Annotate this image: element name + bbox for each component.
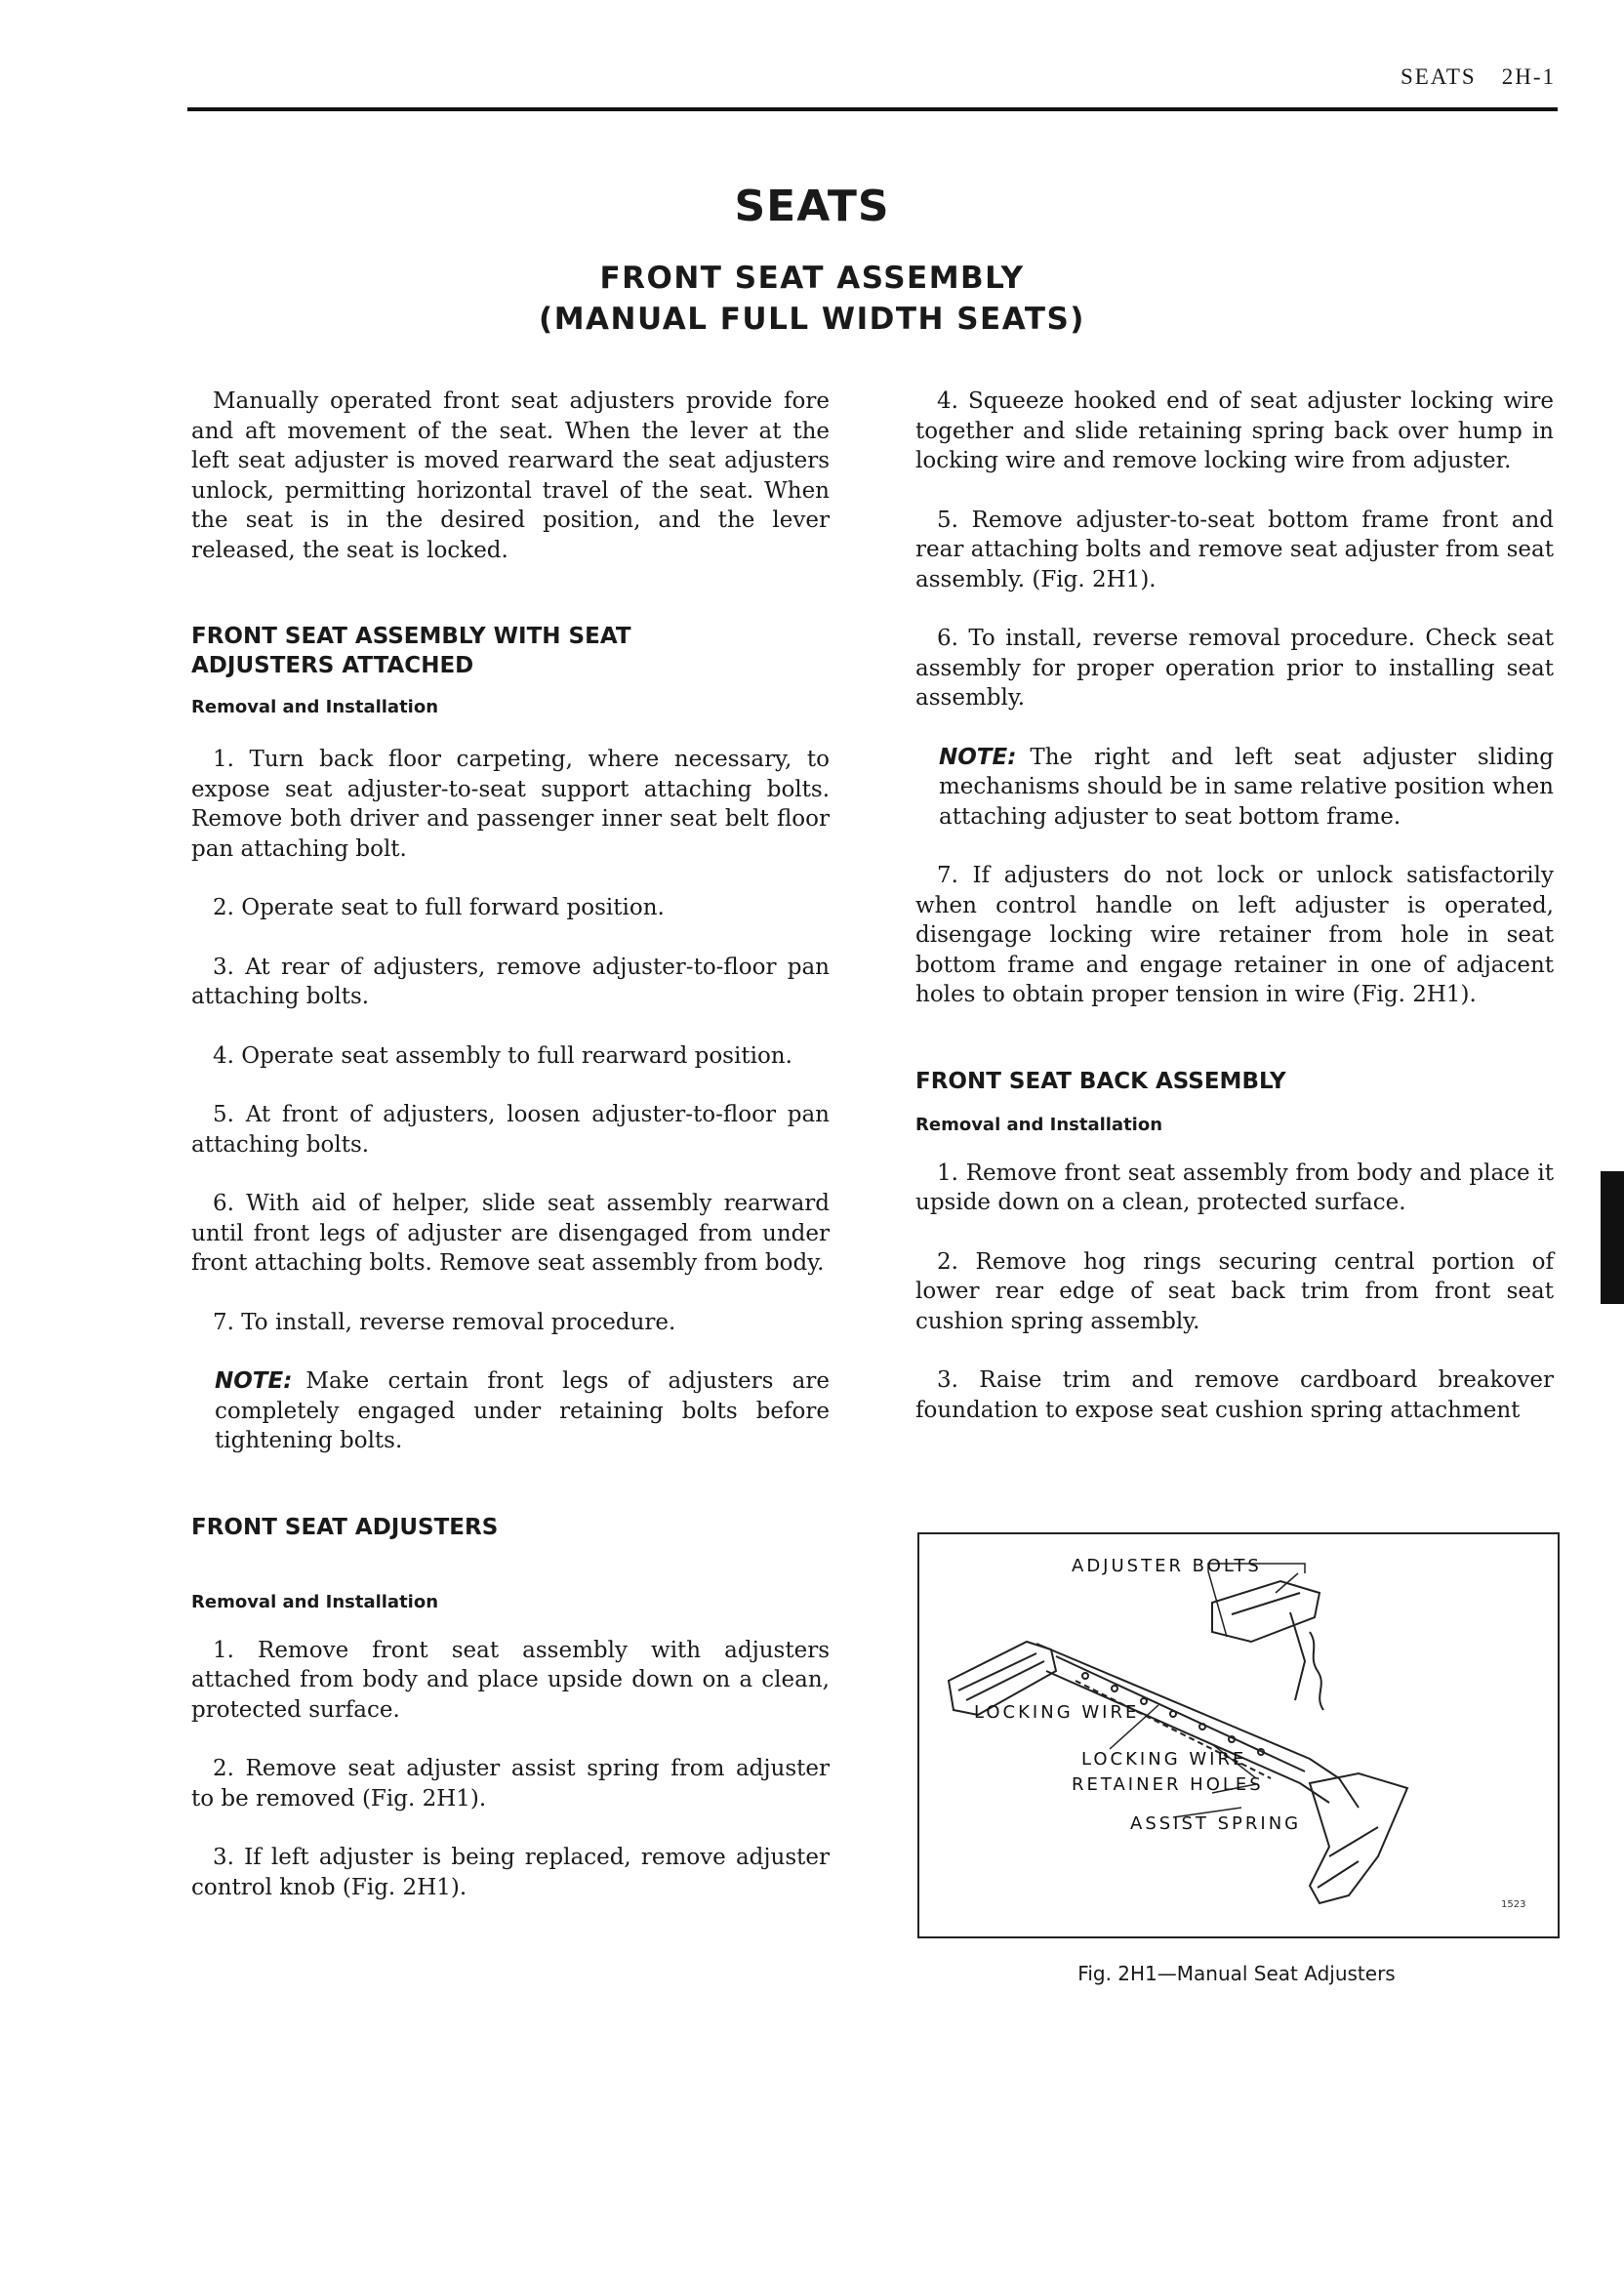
page-number: 2H-1	[1501, 64, 1556, 89]
label-retainer-holes-line-1: LOCKING WIRE	[1081, 1749, 1247, 1770]
step-6: 6. With aid of helper, slide seat assembly rearward until front legs of adjuster are disengaged from under front attaching bolts. Remove seat assembly from body.	[191, 1191, 830, 1276]
step-5: 5. Remove adjuster-to-seat bottom frame front and rear attaching bolts and remove seat adjuster from seat assembly. (Fig. 2H1).	[915, 507, 1554, 592]
step-1: 1. Remove front seat assembly with adjusters attached from body and place upside down on a clean, protected surface.	[191, 1637, 830, 1723]
figure-code: 1523	[1501, 1899, 1526, 1910]
section-heading-seat-back: FRONT SEAT BACK ASSEMBLY	[915, 1068, 1286, 1094]
running-head-section: SEATS	[1400, 64, 1477, 89]
subheading-removal-installation: Removal and Installation	[191, 697, 439, 717]
subheading-removal-installation: Removal and Installation	[191, 1591, 439, 1612]
page-subtitle	[0, 258, 1624, 340]
label-adjuster-bolts: ADJUSTER BOLTS	[1072, 1556, 1262, 1576]
step-2: 2. Operate seat to full forward position.	[213, 895, 665, 920]
label-assist-spring: ASSIST SPRING	[1130, 1813, 1302, 1834]
note-label: NOTE:	[939, 744, 1017, 770]
section-heading-seat-assembly: FRONT SEAT ASSEMBLY WITH SEAT ADJUSTERS ATTACHED	[191, 624, 631, 678]
step-3: 3. At rear of adjusters, remove adjuster-to-floor pan attaching bolts.	[191, 954, 830, 1009]
running-head	[1401, 64, 1556, 90]
step-4: 4. Squeeze hooked end of seat adjuster locking wire together and slide retaining spring back over hump in locking wire and remove locking wire from adjuster.	[915, 388, 1554, 473]
step-1: 1. Turn back floor carpeting, where necessary, to expose seat adjuster-to-seat support attaching bolts. Remove both driver and passenger inner seat belt floor pan attaching bolt.	[191, 747, 830, 862]
header-rule	[187, 107, 1558, 111]
subheading-removal-installation: Removal and Installation	[915, 1114, 1163, 1135]
step-6: 6. To install, reverse removal procedure. Check seat assembly for proper operation prior to installing seat assembly.	[915, 626, 1554, 711]
intro-paragraph: Manually operated front seat adjusters provide fore and aft movement of the seat. When the lever at the left seat adjuster is moved rearward the seat adjusters unlock, permitting horizontal travel of the seat. When the seat is in the desired position, and the lever released, the seat is locked.	[191, 388, 830, 563]
step-4: 4. Operate seat assembly to full rearward position.	[213, 1042, 792, 1069]
step-3: 3. Raise trim and remove cardboard breakover foundation to expose seat cushion spring attachment	[915, 1367, 1554, 1423]
note-text: Make certain front legs of adjusters are completely engaged under retaining bolts before tightening bolts.	[215, 1368, 830, 1453]
seat-adjuster-illustration	[919, 1534, 1558, 1936]
subtitle-line-1: FRONT SEAT ASSEMBLY	[599, 261, 1025, 296]
step-7: 7. If adjusters do not lock or unlock satisfactorily when control handle on left adjuster is operated, disengage locking wire retainer from hole in seat bottom frame and engage retainer in one of adjacent holes to obtain proper tension in wire (Fig. 2H1).	[915, 863, 1554, 1007]
adjuster-rail-drawing	[949, 1581, 1407, 1903]
right-column	[915, 387, 1554, 1425]
step-2: 2. Remove seat adjuster assist spring from adjuster to be removed (Fig. 2H1).	[191, 1756, 830, 1812]
subtitle-line-2: (MANUAL FULL WIDTH SEATS)	[539, 302, 1085, 337]
note-text: The right and left seat adjuster sliding mechanisms should be in same relative position when attaching adjuster to seat bottom frame.	[939, 744, 1554, 830]
step-2: 2. Remove hog rings securing central portion of lower rear edge of seat back trim from front seat cushion spring assembly.	[915, 1248, 1554, 1334]
label-retainer-holes-line-2: RETAINER HOLES	[1072, 1774, 1264, 1795]
step-1: 1. Remove front seat assembly from body and place it upside down on a clean, protected surface.	[915, 1160, 1554, 1215]
figure-manual-seat-adjusters	[917, 1532, 1560, 1938]
note-paragraph	[191, 1366, 830, 1456]
section-edge-tab	[1601, 1171, 1624, 1304]
figure-caption: Fig. 2H1—Manual Seat Adjusters	[1077, 1962, 1396, 1985]
step-5: 5. At front of adjusters, loosen adjuster-to-floor pan attaching bolts.	[191, 1102, 830, 1158]
left-column	[191, 387, 830, 1902]
note-label: NOTE:	[215, 1368, 293, 1394]
step-3: 3. If left adjuster is being replaced, remove adjuster control knob (Fig. 2H1).	[191, 1845, 830, 1900]
label-locking-wire: LOCKING WIRE	[974, 1702, 1140, 1723]
note-paragraph	[915, 743, 1554, 833]
section-heading-seat-adjusters: FRONT SEAT ADJUSTERS	[191, 1514, 499, 1540]
step-7: 7. To install, reverse removal procedure.	[213, 1309, 676, 1335]
page-title: SEATS	[734, 182, 890, 231]
